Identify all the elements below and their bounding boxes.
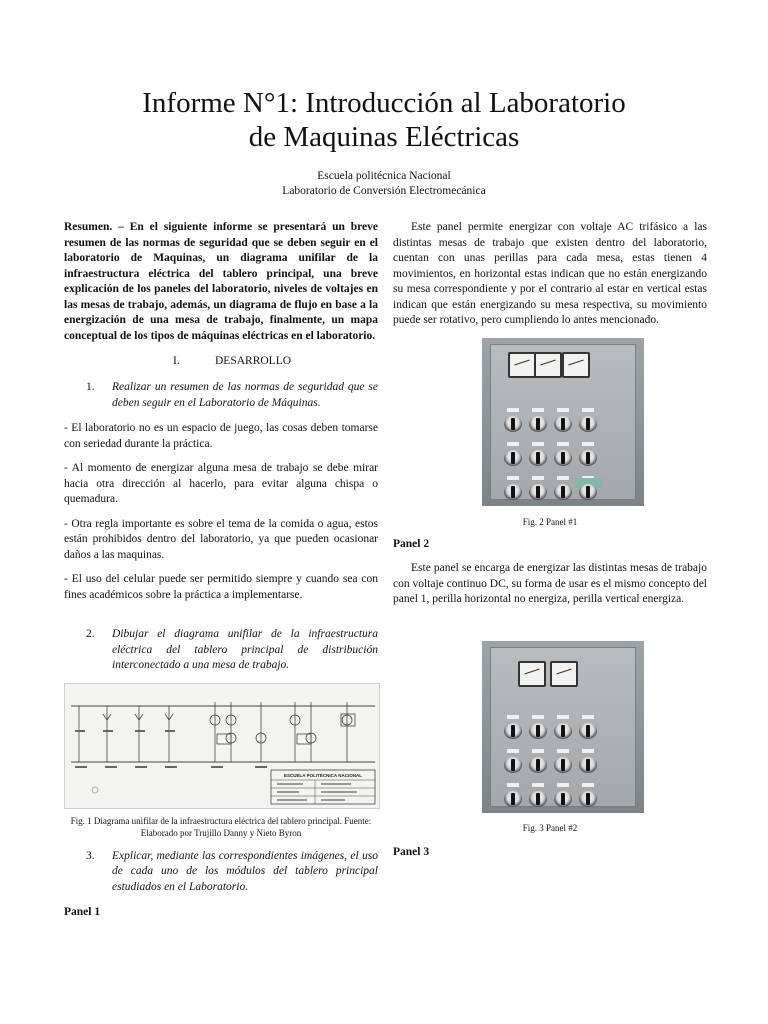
right-column <box>393 220 707 860</box>
rule-1: - El laboratorio no es un espacio de juego, las cosas deben tomarse con seriedad durante la práctica. <box>64 422 378 450</box>
list-text: Explicar, mediante las correspondientes imágenes, el uso de cada uno de los módulos del tablero principal estudiados en el Laboratorio. <box>112 849 378 893</box>
knob-icon <box>504 791 522 807</box>
panel-3-heading: Panel 3 <box>393 845 430 858</box>
figure-1-diagram <box>64 683 380 809</box>
list-text: Dibujar el diagrama unifilar de la infraestructura eléctrica del tablero principal de distribución interconectado a una mesa de trabajo. <box>112 628 378 671</box>
knob-icon <box>529 416 547 432</box>
knob-icon <box>579 723 597 739</box>
single-line-diagram <box>65 684 379 808</box>
figure-2-photo <box>482 338 644 506</box>
figure-3-caption: Fig. 3 Panel #2 <box>522 822 578 833</box>
list-text: Realizar un resumen de las normas de seguridad que se deben seguir en el Laboratorio de Máquinas. <box>112 381 378 409</box>
knob-icon <box>554 484 572 500</box>
paper-title <box>0 86 768 154</box>
knob-icon <box>504 484 522 500</box>
list-number: 1. <box>86 381 95 393</box>
meter-icon <box>518 661 546 687</box>
panel-2-heading: Panel 2 <box>393 537 430 550</box>
abstract: Resumen. – En el siguiente informe se presentará un breve resumen de las normas de seguridad que se deben seguir en el laboratorio de Maquinas, un diagrama unifilar de la infraestructura eléctrica del tablero principal, una breve explicación de los paneles del laboratorio, niveles de voltajes en las mesas de trabajo, además, un diagrama de flujo en base a la energización de una mesa de trabajo, finalmente, un mapa conceptual de los tipos de máquinas eléctricas en el laboratorio. <box>64 221 378 342</box>
rule-3: - Otra regla importante es sobre el tema de la comida o agua, estos están prohibidos dentro del laboratorio, ya que pueden ocasionar daños a las maquinas. <box>64 517 378 561</box>
knob-icon <box>529 791 547 807</box>
knob-icon <box>554 757 572 773</box>
knob-icon <box>529 450 547 466</box>
meter-icon <box>508 352 536 378</box>
section-number: I. <box>173 355 180 367</box>
panel-2-text: Este panel se encarga de energizar las distintas mesas de trabajo con voltaje continuo DC, su forma de usar es el mismo concepto del panel 1, perilla horizontal no energiza, perilla vertical energiza. <box>393 562 707 605</box>
figure-1-caption: Fig. 1 Diagrama unifilar de la infraestructura eléctrica del tablero principal. Fuente: Elaborado por Trujillo Danny y Nieto Byron <box>70 815 372 838</box>
figure-2-caption: Fig. 2 Panel #1 <box>522 516 578 527</box>
knob-icon <box>579 416 597 432</box>
rule-2: - Al momento de energizar alguna mesa de trabajo se debe mirar hacia otra dirección al hacerlo, para evitar alguna chispa o quemadura. <box>64 462 378 505</box>
list-item-3 <box>64 849 378 896</box>
meter-icon <box>534 352 562 378</box>
knob-icon <box>554 791 572 807</box>
meter-icon <box>550 661 578 687</box>
left-column <box>64 220 378 921</box>
knob-icon <box>554 450 572 466</box>
meter-icon <box>562 352 590 378</box>
knob-icon <box>579 791 597 807</box>
affiliation-line-1: Escuela politécnica Nacional <box>317 170 451 182</box>
knob-icon <box>504 416 522 432</box>
knob-icon <box>504 450 522 466</box>
knob-icon <box>579 484 597 500</box>
knob-icon <box>529 723 547 739</box>
knob-icon <box>579 757 597 773</box>
list-number: 2. <box>86 628 95 640</box>
affiliation-line-2: Laboratorio de Conversión Electromecánica <box>282 185 486 197</box>
knob-icon <box>504 757 522 773</box>
diagram-institution: ESCUELA POLITÉCNICA NACIONAL <box>284 772 362 778</box>
figure-3-photo <box>482 641 644 813</box>
knob-icon <box>579 450 597 466</box>
list-item-1 <box>64 380 378 411</box>
affiliation <box>0 169 768 199</box>
section-title: DESARROLLO <box>215 355 292 367</box>
title-line-2: de Maquinas Eléctricas <box>248 121 520 153</box>
knob-icon <box>504 723 522 739</box>
rule-4: - El uso del celular puede ser permitido siempre y cuando sea con fines académicos sobre la práctica a implementarse. <box>64 573 378 601</box>
knob-icon <box>554 723 572 739</box>
title-line-1: Informe N°1: Introducción al Laboratorio <box>142 87 626 119</box>
section-heading <box>64 354 378 370</box>
knob-icon <box>554 416 572 432</box>
panel-1-heading: Panel 1 <box>64 906 101 918</box>
panel-1-text: Este panel permite energizar con voltaje AC trifásico a las distintas mesas de trabajo que existen dentro del laboratorio, cuentan con unas perillas para cada mesa, estas tienen 4 movimientos, en horizontal estas indican que no están energizando su mesa correspondiente y por el contrario al estar en vertical estas indican que están energizando su mesa respectiva, su movimiento puede ser rotativo, pero cumpliendo lo antes mencionado. <box>393 221 707 326</box>
knob-icon <box>529 757 547 773</box>
list-item-2 <box>64 627 378 674</box>
knob-icon <box>529 484 547 500</box>
list-number: 3. <box>86 849 95 862</box>
